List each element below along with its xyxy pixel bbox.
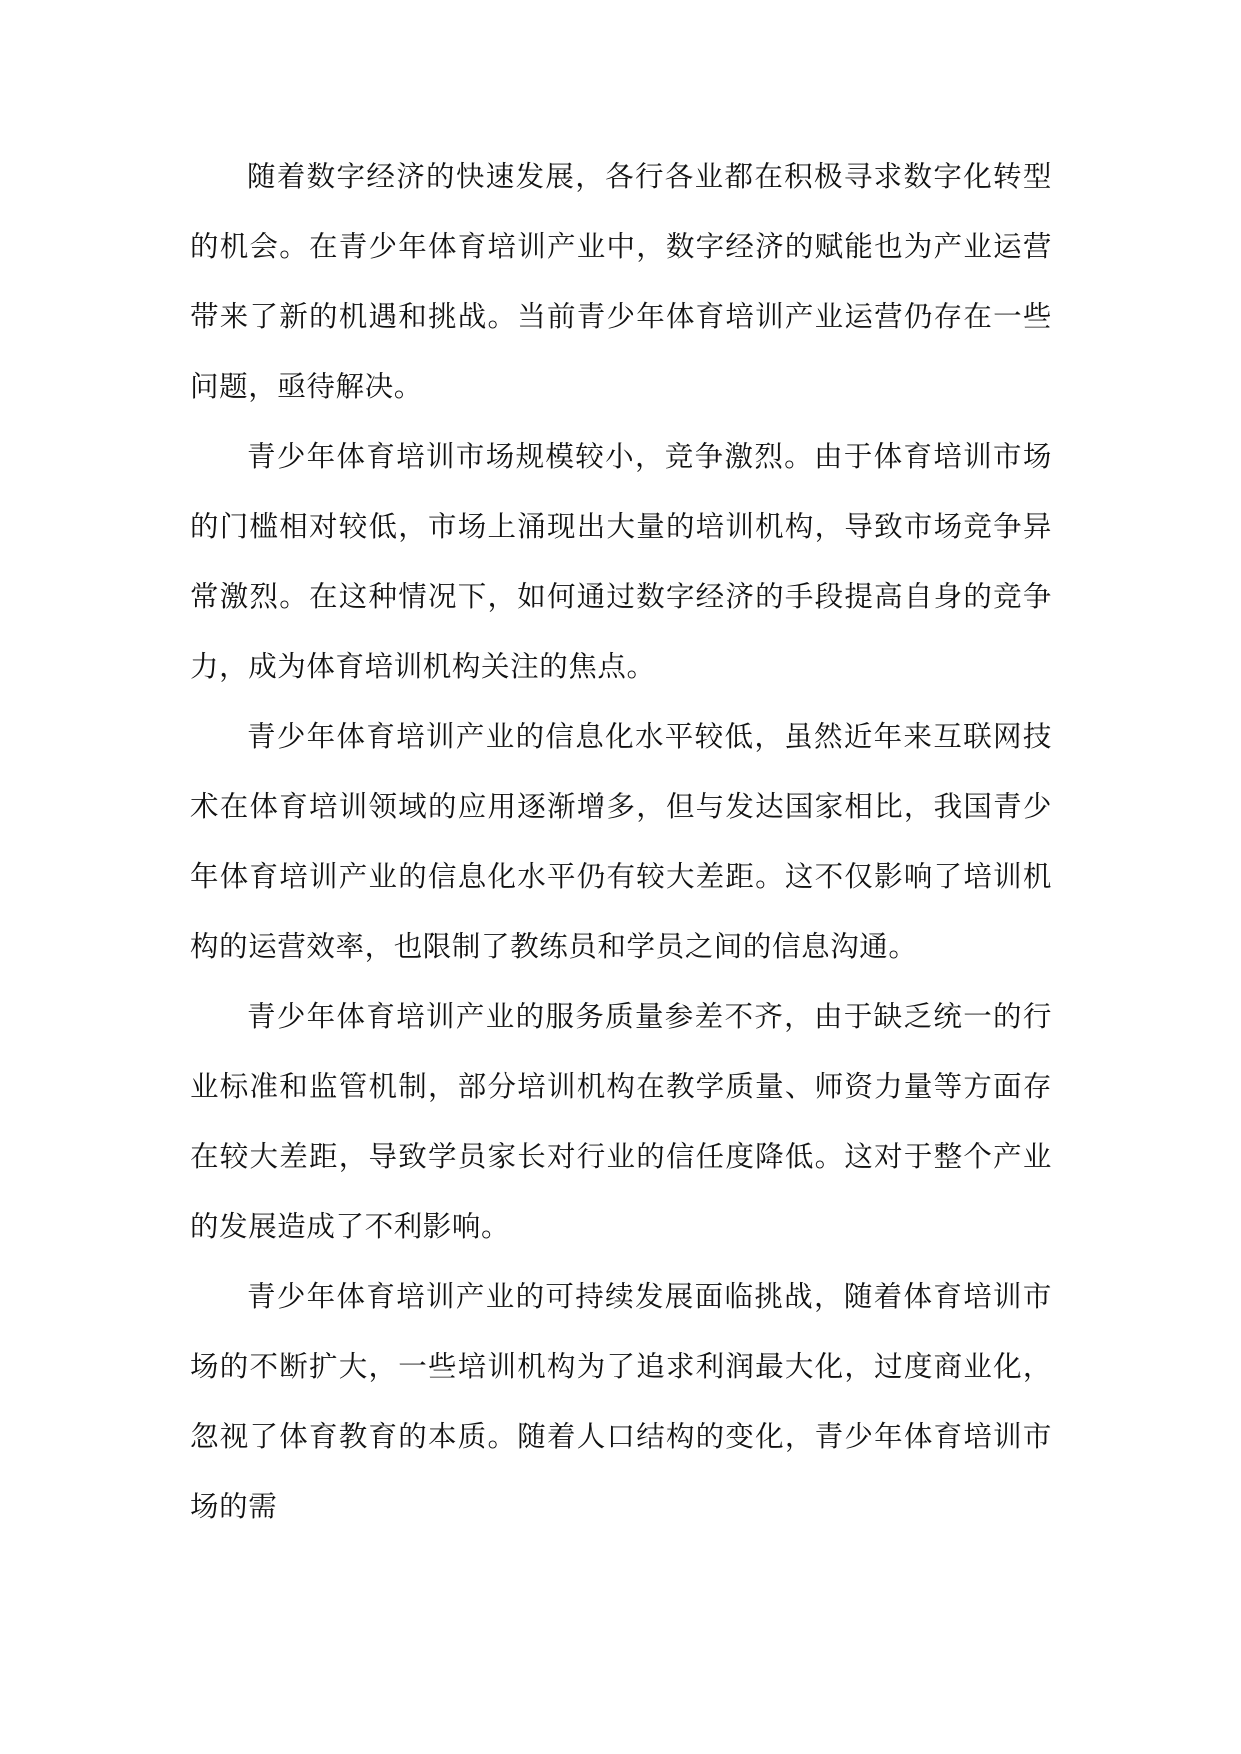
paragraph: 青少年体育培训产业的信息化水平较低，虽然近年来互联网技术在体育培训领域的应用逐渐增多，但与发达国家相比，我国青少年体育培训产业的信息化水平仍有较大差距。这不仅影响了培训机构的运营效率，也限制了教练员和学员之间的信息沟通。 <box>190 720 1052 963</box>
paragraph: 青少年体育培训产业的服务质量参差不齐，由于缺乏统一的行业标准和监管机制，部分培训机构在教学质量、师资力量等方面存在较大差距，导致学员家长对行业的信任度降低。这对于整个产业的发展造成了不利影响。 <box>190 1000 1052 1243</box>
paragraph: 青少年体育培训产业的可持续发展面临挑战，随着体育培训市场的不断扩大，一些培训机构为了追求利润最大化，过度商业化，忽视了体育教育的本质。随着人口结构的变化，青少年体育培训市场的需 <box>190 1280 1052 1523</box>
document-body <box>190 142 1052 1542</box>
paragraph: 青少年体育培训市场规模较小，竞争激烈。由于体育培训市场的门槛相对较低，市场上涌现出大量的培训机构，导致市场竞争异常激烈。在这种情况下，如何通过数字经济的手段提高自身的竞争力，成为体育培训机构关注的焦点。 <box>190 440 1052 683</box>
paragraph: 随着数字经济的快速发展，各行各业都在积极寻求数字化转型的机会。在青少年体育培训产业中，数字经济的赋能也为产业运营带来了新的机遇和挑战。当前青少年体育培训产业运营仍存在一些问题，亟待解决。 <box>190 160 1052 403</box>
